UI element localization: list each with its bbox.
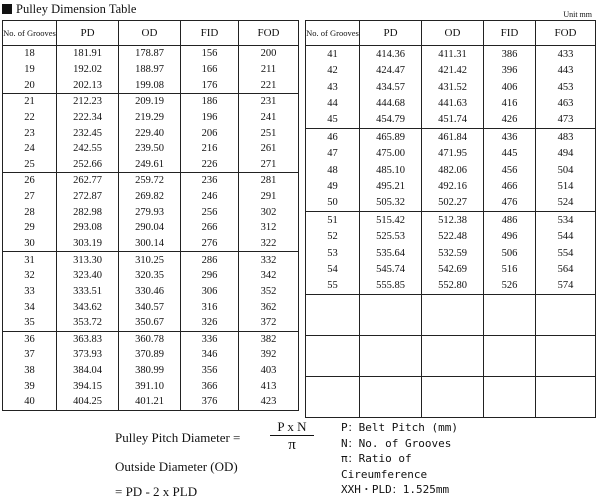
cell-od: 300.14 [119,236,181,252]
empty-row [306,336,596,377]
cell-fod: 504 [536,162,596,178]
cell-grooves: 22 [3,110,57,126]
cell-fid: 445 [484,145,536,161]
unit-label: Unit mm [563,10,592,19]
cell-od: 360.78 [119,331,181,347]
cell-pd: 373.93 [57,347,119,363]
table-row [306,79,596,95]
cell-od: 199.08 [119,77,181,93]
empty-cell [360,295,422,336]
cell-od: 552.80 [422,278,484,295]
cell-grooves: 24 [3,141,57,157]
header-grooves: No. of Grooves [3,21,57,46]
table-header-row [306,21,596,46]
cell-fid: 216 [181,141,239,157]
cell-fid: 426 [484,112,536,129]
header-od: OD [422,21,484,46]
cell-od: 391.10 [119,378,181,394]
cell-pd: 465.89 [360,129,422,146]
cell-fid: 156 [181,46,239,62]
cell-fod: 423 [239,394,299,410]
cell-od: 178.87 [119,46,181,62]
header-pd: PD [57,21,119,46]
cell-grooves: 33 [3,284,57,300]
cell-od: 209.19 [119,93,181,109]
cell-fod: 362 [239,299,299,315]
cell-grooves: 32 [3,268,57,284]
empty-cell [484,336,536,377]
cell-fid: 326 [181,315,239,331]
cell-od: 380.99 [119,363,181,379]
table-row [306,195,596,212]
table-row [306,46,596,63]
cell-grooves: 45 [306,112,360,129]
empty-cell [306,336,360,377]
cell-fod: 433 [536,46,596,63]
cell-fid: 356 [181,363,239,379]
cell-grooves: 35 [3,315,57,331]
table-row [3,331,299,347]
cell-fid: 476 [484,195,536,212]
table-row [3,46,299,62]
cell-fid: 436 [484,129,536,146]
cell-fod: 281 [239,173,299,189]
cell-grooves: 44 [306,95,360,111]
cell-od: 532.59 [422,245,484,261]
cell-fid: 276 [181,236,239,252]
table-row [306,178,596,194]
cell-grooves: 21 [3,93,57,109]
table-row [3,378,299,394]
cell-fod: 463 [536,95,596,111]
table-row [306,278,596,295]
cell-grooves: 39 [3,378,57,394]
cell-fid: 466 [484,178,536,194]
cell-fid: 336 [181,331,239,347]
cell-od: 310.25 [119,252,181,268]
table-row [3,173,299,189]
cell-pd: 505.32 [360,195,422,212]
cell-grooves: 51 [306,212,360,229]
cell-grooves: 23 [3,125,57,141]
cell-grooves: 27 [3,189,57,205]
cell-od: 229.40 [119,125,181,141]
header-grooves: No. of Grooves [306,21,360,46]
cell-pd: 262.77 [57,173,119,189]
table-title [2,1,136,17]
cell-pd: 545.74 [360,261,422,277]
cell-fod: 312 [239,220,299,236]
cell-pd: 303.19 [57,236,119,252]
table-row [3,284,299,300]
table-row [3,110,299,126]
empty-cell [536,377,596,418]
cell-od: 330.46 [119,284,181,300]
cell-grooves: 53 [306,245,360,261]
cell-grooves: 19 [3,62,57,78]
cell-fid: 386 [484,46,536,63]
cell-od: 259.72 [119,173,181,189]
cell-pd: 353.72 [57,315,119,331]
header-fod: FOD [239,21,299,46]
table-row [306,145,596,161]
cell-grooves: 18 [3,46,57,62]
table-row [3,204,299,220]
cell-grooves: 28 [3,204,57,220]
cell-od: 370.89 [119,347,181,363]
table-row [3,220,299,236]
cell-od: 512.38 [422,212,484,229]
cell-pd: 394.15 [57,378,119,394]
cell-pd: 181.91 [57,46,119,62]
pitch-diameter-fraction [270,419,314,454]
cell-fid: 396 [484,62,536,78]
cell-fod: 544 [536,229,596,245]
cell-pd: 475.00 [360,145,422,161]
table-row [306,95,596,111]
legend-line: π：Ratio of [341,452,412,465]
cell-fod: 200 [239,46,299,62]
cell-fod: 403 [239,363,299,379]
cell-pd: 282.98 [57,204,119,220]
cell-pd: 414.36 [360,46,422,63]
cell-od: 269.82 [119,189,181,205]
table-row [3,363,299,379]
cell-grooves: 54 [306,261,360,277]
cell-fod: 453 [536,79,596,95]
cell-pd: 525.53 [360,229,422,245]
cell-od: 522.48 [422,229,484,245]
table-row [3,299,299,315]
cell-grooves: 30 [3,236,57,252]
cell-pd: 192.02 [57,62,119,78]
square-bullet-icon [2,4,12,14]
cell-fod: 534 [536,212,596,229]
cell-od: 542.69 [422,261,484,277]
cell-fid: 456 [484,162,536,178]
cell-pd: 444.68 [360,95,422,111]
cell-pd: 232.45 [57,125,119,141]
cell-grooves: 41 [306,46,360,63]
cell-od: 431.52 [422,79,484,95]
cell-fod: 322 [239,236,299,252]
cell-pd: 363.83 [57,331,119,347]
cell-pd: 384.04 [57,363,119,379]
fraction-denominator: π [288,437,296,453]
cell-fod: 241 [239,110,299,126]
cell-fid: 226 [181,156,239,172]
header-fid: FID [484,21,536,46]
cell-fid: 286 [181,252,239,268]
cell-fod: 574 [536,278,596,295]
table-row [306,212,596,229]
table-row [306,261,596,277]
cell-pd: 535.64 [360,245,422,261]
cell-pd: 343.62 [57,299,119,315]
pulley-table-right [305,20,596,418]
empty-cell [422,377,484,418]
cell-pd: 495.21 [360,178,422,194]
cell-pd: 333.51 [57,284,119,300]
empty-cell [306,377,360,418]
cell-fod: 483 [536,129,596,146]
table-header-row [3,21,299,46]
empty-cell [360,377,422,418]
cell-grooves: 50 [306,195,360,212]
cell-od: 461.84 [422,129,484,146]
table-row [3,268,299,284]
header-fid: FID [181,21,239,46]
table-row [306,229,596,245]
cell-fod: 392 [239,347,299,363]
cell-pd: 212.23 [57,93,119,109]
empty-cell [306,295,360,336]
cell-fod: 382 [239,331,299,347]
cell-fod: 271 [239,156,299,172]
cell-pd: 222.34 [57,110,119,126]
cell-fod: 443 [536,62,596,78]
cell-pd: 252.66 [57,156,119,172]
cell-fod: 514 [536,178,596,194]
cell-od: 401.21 [119,394,181,410]
empty-cell [484,295,536,336]
cell-fod: 332 [239,252,299,268]
cell-fid: 506 [484,245,536,261]
cell-pd: 404.25 [57,394,119,410]
legend-line: P：Belt Pitch (mm) [341,421,458,434]
outside-diameter-formula: = PD - 2 x PLD [115,484,198,499]
cell-fod: 211 [239,62,299,78]
table-row [3,252,299,268]
cell-od: 492.16 [422,178,484,194]
cell-fid: 306 [181,284,239,300]
cell-grooves: 36 [3,331,57,347]
cell-grooves: 52 [306,229,360,245]
table-row [306,62,596,78]
cell-pd: 293.08 [57,220,119,236]
fraction-numerator: P x N [270,419,314,436]
cell-fod: 291 [239,189,299,205]
cell-grooves: 40 [3,394,57,410]
cell-fid: 256 [181,204,239,220]
cell-grooves: 20 [3,77,57,93]
cell-od: 219.29 [119,110,181,126]
cell-pd: 323.40 [57,268,119,284]
legend-line: Cireumference [341,467,428,481]
cell-pd: 485.10 [360,162,422,178]
cell-od: 340.57 [119,299,181,315]
cell-fid: 416 [484,95,536,111]
table-row [3,125,299,141]
cell-fid: 266 [181,220,239,236]
cell-pd: 424.47 [360,62,422,78]
empty-cell [422,336,484,377]
cell-pd: 434.57 [360,79,422,95]
legend-line: XXH・PLD：1.525mm [341,483,450,496]
cell-od: 411.31 [422,46,484,63]
table-row [306,112,596,129]
empty-row [306,295,596,336]
empty-cell [360,336,422,377]
table-row [3,315,299,331]
cell-od: 471.95 [422,145,484,161]
cell-od: 279.93 [119,204,181,220]
cell-od: 441.63 [422,95,484,111]
table-row [3,93,299,109]
cell-od: 249.61 [119,156,181,172]
cell-pd: 515.42 [360,212,422,229]
cell-grooves: 31 [3,252,57,268]
cell-fod: 352 [239,284,299,300]
table-row [306,129,596,146]
cell-pd: 202.13 [57,77,119,93]
empty-cell [536,295,596,336]
table-row [306,245,596,261]
table-row [3,189,299,205]
table-row [3,156,299,172]
cell-fid: 406 [484,79,536,95]
legend-line: N：No. of Grooves [341,436,452,450]
cell-grooves: 46 [306,129,360,146]
cell-grooves: 34 [3,299,57,315]
cell-od: 421.42 [422,62,484,78]
cell-fod: 524 [536,195,596,212]
title-text: Pulley Dimension Table [16,1,137,16]
cell-fid: 186 [181,93,239,109]
cell-grooves: 49 [306,178,360,194]
cell-fid: 296 [181,268,239,284]
cell-od: 239.50 [119,141,181,157]
header-fod: FOD [536,21,596,46]
cell-fod: 473 [536,112,596,129]
cell-fid: 196 [181,110,239,126]
cell-fod: 494 [536,145,596,161]
cell-fod: 372 [239,315,299,331]
cell-od: 188.97 [119,62,181,78]
cell-grooves: 37 [3,347,57,363]
cell-fod: 554 [536,245,596,261]
cell-fid: 236 [181,173,239,189]
cell-fod: 251 [239,125,299,141]
cell-fid: 316 [181,299,239,315]
cell-fid: 516 [484,261,536,277]
cell-fid: 496 [484,229,536,245]
header-pd: PD [360,21,422,46]
table-row [3,77,299,93]
cell-pd: 313.30 [57,252,119,268]
table-row [3,141,299,157]
cell-fid: 176 [181,77,239,93]
table-row [3,394,299,410]
pulley-table-left [2,20,299,411]
empty-cell [484,377,536,418]
empty-cell [422,295,484,336]
cell-od: 320.35 [119,268,181,284]
cell-fid: 486 [484,212,536,229]
cell-od: 290.04 [119,220,181,236]
cell-od: 350.67 [119,315,181,331]
cell-od: 502.27 [422,195,484,212]
table-row [3,347,299,363]
cell-fod: 221 [239,77,299,93]
cell-grooves: 55 [306,278,360,295]
table-row [306,162,596,178]
cell-grooves: 42 [306,62,360,78]
cell-od: 451.74 [422,112,484,129]
outside-diameter-label: Outside Diameter (OD) [115,459,238,474]
pitch-diameter-label: Pulley Pitch Diameter = [115,430,241,445]
empty-row [306,377,596,418]
table-row [3,236,299,252]
empty-cell [536,336,596,377]
cell-pd: 272.87 [57,189,119,205]
table-row [3,62,299,78]
header-od: OD [119,21,181,46]
cell-grooves: 48 [306,162,360,178]
cell-fod: 261 [239,141,299,157]
cell-fid: 246 [181,189,239,205]
cell-fid: 166 [181,62,239,78]
cell-od: 482.06 [422,162,484,178]
cell-fid: 526 [484,278,536,295]
cell-grooves: 25 [3,156,57,172]
cell-fid: 366 [181,378,239,394]
cell-grooves: 43 [306,79,360,95]
cell-fod: 231 [239,93,299,109]
cell-fod: 564 [536,261,596,277]
cell-fod: 413 [239,378,299,394]
cell-grooves: 29 [3,220,57,236]
cell-fod: 342 [239,268,299,284]
cell-pd: 454.79 [360,112,422,129]
cell-fod: 302 [239,204,299,220]
cell-pd: 555.85 [360,278,422,295]
cell-fid: 206 [181,125,239,141]
cell-grooves: 38 [3,363,57,379]
cell-fid: 346 [181,347,239,363]
cell-fid: 376 [181,394,239,410]
cell-grooves: 47 [306,145,360,161]
legend [341,420,596,498]
cell-grooves: 26 [3,173,57,189]
cell-pd: 242.55 [57,141,119,157]
